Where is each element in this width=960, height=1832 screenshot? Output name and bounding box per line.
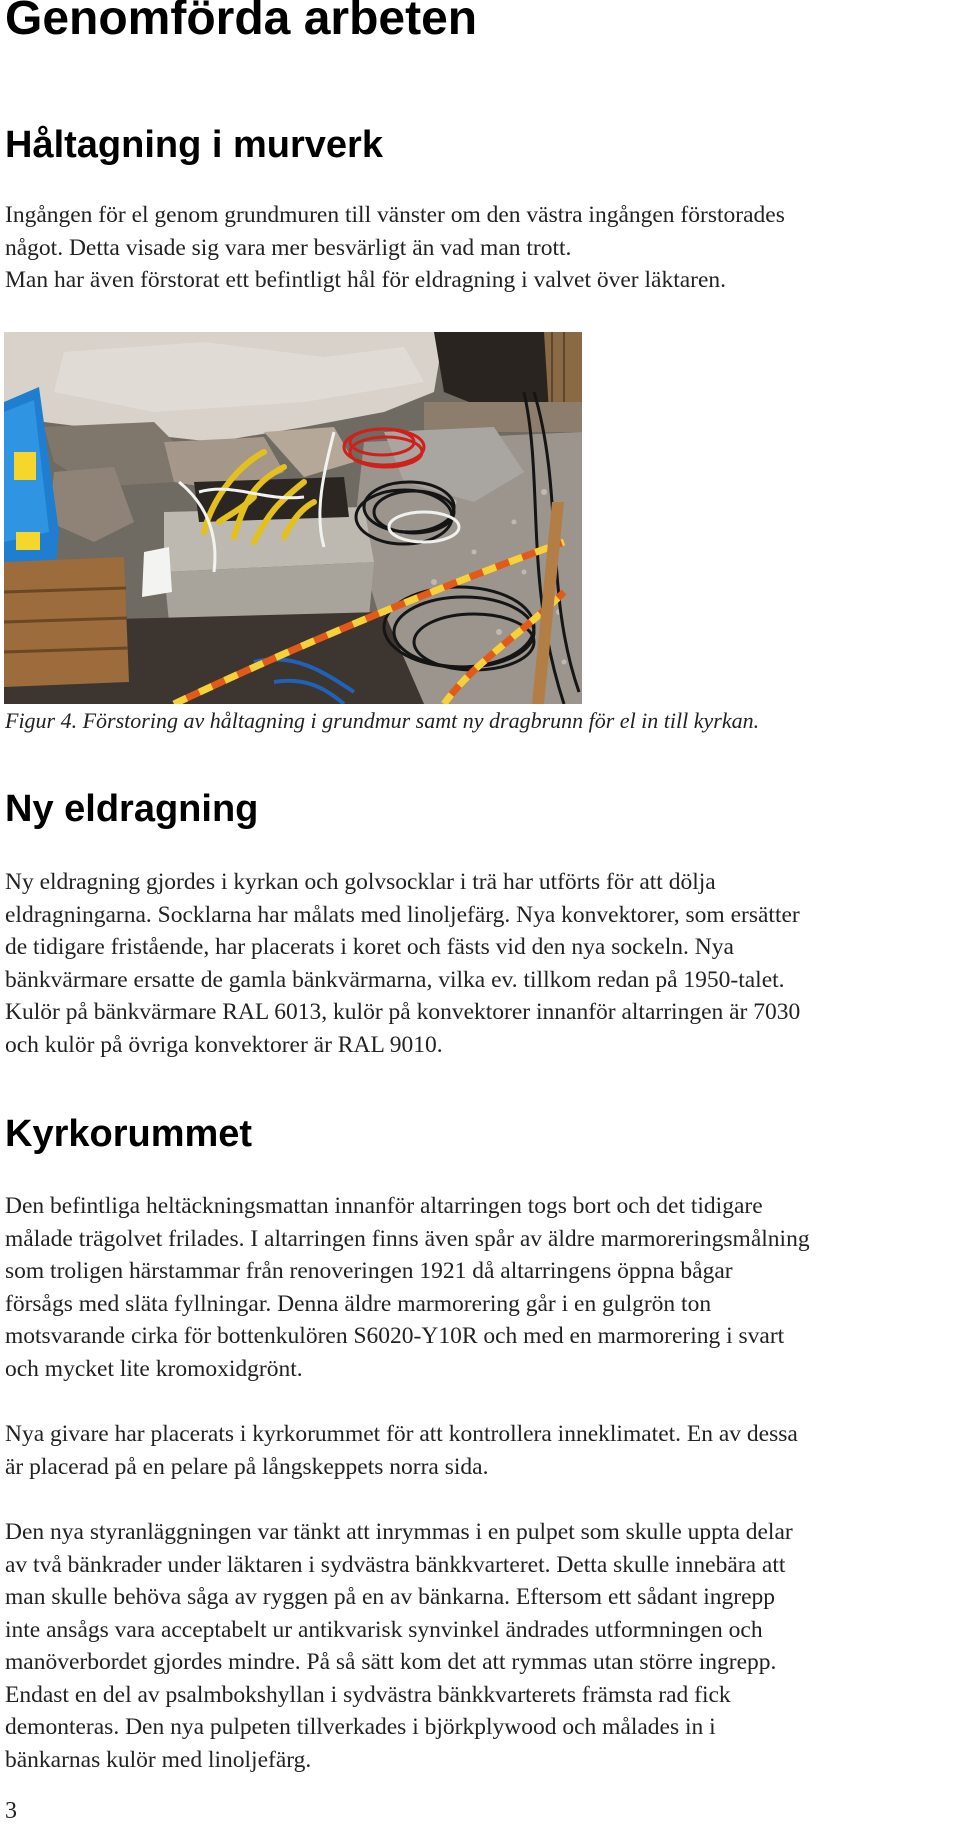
section-heading-ny-eldragning: Ny eldragning: [5, 788, 259, 830]
paragraph-line: Nya givare har placerats i kyrkorummet för att kontrollera inneklimatet. En av dessa: [5, 1421, 798, 1447]
paragraph-line: och kulör på övriga konvektorer är RAL 9010.: [5, 1031, 443, 1058]
paragraph-line: Endast en del av psalmbokshyllan i sydvästra bänkkvarterets främsta rad fick: [5, 1681, 731, 1708]
paragraph-line: av två bänkrader under läktaren i sydvästra bänkkvarteret. Detta skulle innebära att: [5, 1551, 786, 1578]
page-number: 3: [5, 1798, 17, 1824]
section-paragraph: [5, 1516, 955, 1776]
figure-photo: [4, 332, 582, 704]
paragraph-line: demonteras. Den nya pulpeten tillverkades i björkplywood och målades in i: [5, 1714, 716, 1740]
paragraph-line: inte ansågs vara acceptabelt ur antikvarisk synvinkel ändrades utformningen och: [5, 1616, 763, 1643]
paragraph-line: manöverbordet gjordes mindre. På så sätt kom det att rymmas utan större ingrepp.: [5, 1649, 777, 1675]
paragraph-line: eldragningarna. Socklarna har målats med linoljefärg. Nya konvektorer, som ersätter: [5, 901, 800, 928]
section-paragraph: [5, 199, 955, 297]
section-heading-haltagning: Håltagning i murverk: [5, 124, 383, 166]
paragraph-line: som troligen härstammar från renoveringen 1921 då altarringens öppna bågar: [5, 1258, 733, 1284]
paragraph-line: de tidigare fristående, har placerats i koret och fästs vid den nya sockeln. Nya: [5, 934, 734, 960]
paragraph-line: är placerad på en pelare på långskeppets norra sida.: [5, 1453, 489, 1480]
paragraph-line: Kulör på bänkvärmare RAL 6013, kulör på konvektorer innanför altarringen är 7030: [5, 999, 801, 1025]
paragraph-line: man skulle behöva såga av ryggen på en av bänkarna. Eftersom ett sådant ingrepp: [5, 1584, 776, 1610]
paragraph-line: Den befintliga heltäckningsmattan innanför altarringen togs bort och det tidigare: [5, 1193, 763, 1219]
paragraph-line: Ny eldragning gjordes i kyrkan och golvsocklar i trä har utförts för att dölja: [5, 869, 716, 895]
section-paragraph: [5, 866, 955, 1061]
paragraph-line: bänkvärmare ersatte de gamla bänkvärmarna, vilka ev. tillkom redan på 1950-talet.: [5, 966, 785, 993]
paragraph-line: och mycket lite kromoxidgrönt.: [5, 1355, 303, 1382]
paragraph-line: Ingången för el genom grundmuren till vänster om den västra ingången förstorades: [5, 202, 785, 228]
paragraph-line: motsvarande cirka för bottenkulören S6020-Y10R och med en marmorering i svart: [5, 1323, 785, 1349]
paragraph-line: Den nya styranläggningen var tänkt att inrymmas i en pulpet som skulle uppta delar: [5, 1519, 793, 1545]
section-paragraph: [5, 1190, 955, 1385]
paragraph-line: försågs med släta fyllningar. Denna äldre marmorering går i en gulgrön ton: [5, 1290, 712, 1317]
section-heading-kyrkorummet: Kyrkorummet: [5, 1113, 253, 1155]
paragraph-line: Man har även förstorat ett befintligt hål för eldragning i valvet över läktaren.: [5, 267, 727, 293]
figure-caption: Figur 4. Förstoring av håltagning i grundmur samt ny dragbrunn för el in till kyrkan.: [5, 708, 760, 733]
paragraph-line: målade trägolvet frilades. I altarringen finns även spår av äldre marmoreringsmålning: [5, 1225, 810, 1252]
page-title: Genomförda arbeten: [5, 0, 478, 45]
paragraph-line: något. Detta visade sig vara mer besvärligt än vad man trott.: [5, 234, 572, 261]
section-paragraph: [5, 1418, 955, 1483]
paragraph-line: bänkarnas kulör med linoljefärg.: [5, 1746, 312, 1773]
